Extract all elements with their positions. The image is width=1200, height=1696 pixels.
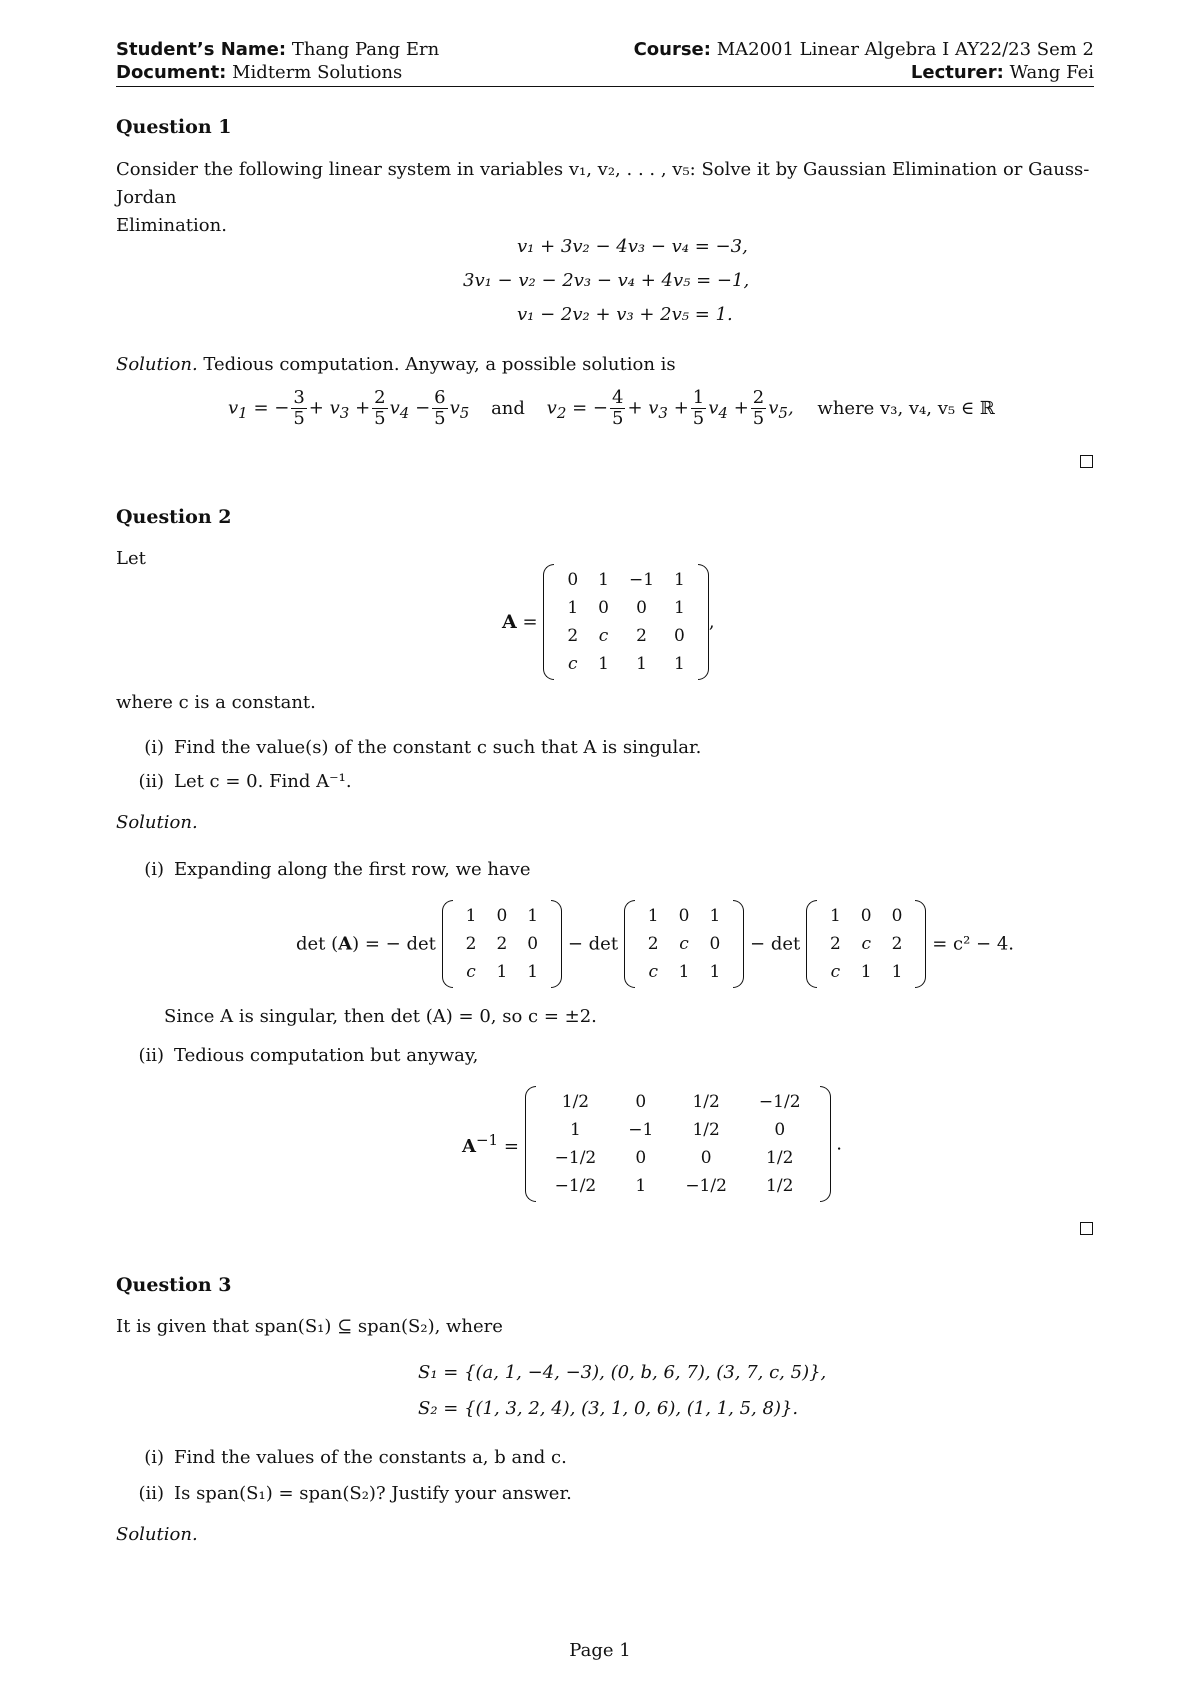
matrix-entry: 1 <box>674 598 685 618</box>
matrix-entry: 0 <box>635 1148 647 1168</box>
matrix-entry: −1/2 <box>554 1176 597 1196</box>
matrix-entry: 1 <box>527 906 539 926</box>
document-label: Document: <box>116 62 227 83</box>
minor-matrix-1 <box>442 900 562 988</box>
q1-prompt-line1: Consider the following linear system in variables v₁, v₂, . . . , v₅: Solve it by Gaussian Elimination or Gauss-Jordan <box>116 159 1090 208</box>
q1-solution-label: Solution. <box>116 354 198 375</box>
q2-where: where c is a constant. <box>116 692 316 713</box>
matrix-row <box>539 1172 817 1200</box>
matrix-row <box>557 622 695 650</box>
document-name: Midterm Solutions <box>232 62 403 83</box>
q1-where-text: where v₃, v₄, v₅ ∈ ℝ <box>817 397 995 419</box>
matrix-entry: 1 <box>709 962 721 982</box>
q3-part-i-text: Find the values of the constants a, b and c. <box>174 1447 567 1468</box>
q2-heading: Question 2 <box>116 506 232 528</box>
matrix-entry: 1 <box>891 962 903 982</box>
q2-let: Let <box>116 548 146 569</box>
matrix-entry: −1/2 <box>554 1148 597 1168</box>
matrix-entry: 1/2 <box>561 1092 590 1112</box>
matrix-row <box>557 650 695 678</box>
matrix-entry: c <box>598 626 609 646</box>
matrix-entry: 1 <box>678 962 690 982</box>
matrix-entry: 1 <box>674 654 685 674</box>
matrix-entry: 1/2 <box>766 1176 794 1196</box>
matrix-entry: c <box>567 654 578 674</box>
q2-sol-i-intro: Expanding along the first row, we have <box>174 859 531 880</box>
matrix-entry: c <box>648 962 658 982</box>
matrix-entry: 2 <box>829 934 841 954</box>
matrix-entry: 0 <box>527 934 539 954</box>
matrix-entry: 2 <box>567 626 579 646</box>
matrix-entry: −1 <box>628 1120 654 1140</box>
matrix-entry: 1 <box>674 570 685 590</box>
course-name: MA2001 Linear Algebra I AY22/23 Sem 2 <box>716 39 1094 60</box>
q3-part-ii: (ii) Is span(S₁) = span(S₂)? Justify your answer. <box>138 1483 572 1504</box>
header-rule <box>116 86 1094 87</box>
page-number: Page 1 <box>569 1640 631 1661</box>
q3-part-i: (i) Find the values of the constants a, b and c. <box>144 1447 567 1468</box>
q3-heading: Question 3 <box>116 1274 232 1296</box>
matrix-entry: 0 <box>774 1120 786 1140</box>
matrix-entry: 0 <box>891 906 903 926</box>
matrix-entry: 1 <box>635 1176 647 1196</box>
q1-heading: Question 1 <box>116 116 232 138</box>
q3-prompt: It is given that span(S₁) ⊆ span(S₂), where <box>116 1316 503 1337</box>
matrix-entry: 0 <box>567 570 579 590</box>
matrix-entry: 1 <box>860 962 872 982</box>
course-label: Course: <box>633 39 711 60</box>
matrix-row <box>456 930 548 958</box>
matrix-entry: 1 <box>829 906 841 926</box>
matrix-row <box>557 566 695 594</box>
matrix-entry: 0 <box>635 1092 647 1112</box>
matrix-row <box>820 958 912 986</box>
matrix-row <box>557 594 695 622</box>
matrix-entry: 1 <box>598 570 609 590</box>
matrix-entry: 0 <box>709 934 721 954</box>
inverse-equation: $A^{-1}$ = 1/2 0 1/2 −1/2 1 −1 1/2 0 −1/2 0 0 1/2 −1/2 1 −1/2 1/2 . <box>462 1086 842 1202</box>
matrix-entry: 0 <box>598 598 609 618</box>
q1-equation-2: 3v₁ − v₂ − 2v₃ − v₄ + 4v₅ = −1, <box>463 270 750 291</box>
matrix-entry: 1 <box>709 906 721 926</box>
matrix-entry: 1/2 <box>692 1092 720 1112</box>
matrix-entry: 2 <box>465 934 477 954</box>
matrix-entry: 1 <box>465 906 477 926</box>
q3-set-s1: S₁ = {(a, 1, −4, −3), (0, b, 6, 7), (3, 7, c, 5)}, <box>418 1362 827 1383</box>
matrix-entry: c <box>830 962 841 982</box>
q2-part-ii: (ii) Let c = 0. Find A⁻¹. <box>138 771 352 792</box>
matrix-entry: 1 <box>567 598 579 618</box>
matrix-entry: 1/2 <box>692 1120 720 1140</box>
matrix-entry: c <box>466 962 476 982</box>
q1-equation-3: v₁ − 2v₂ + v₃ + 2v₅ = 1. <box>517 304 733 325</box>
matrix-entry: 1 <box>647 906 659 926</box>
matrix-entry: c <box>861 934 871 954</box>
and-word: and <box>491 397 525 419</box>
student-label: Student’s Name: <box>116 39 287 60</box>
matrix-entry: c <box>679 934 689 954</box>
matrix-entry: 0 <box>700 1148 712 1168</box>
determinant-expansion: det (A) = − det 1 0 1 2 2 0 c 1 1 − det 1 0 1 2 c 0 c 1 1 − det 1 0 0 2 c 2 c 1 1 = c² − 4. <box>296 900 1014 988</box>
q1-prompt <box>116 156 1096 240</box>
q3-solution-label: Solution. <box>116 1524 198 1545</box>
matrix-entry: 0 <box>636 598 647 618</box>
matrix-entry: 1 <box>570 1120 581 1140</box>
matrix-entry: 2 <box>636 626 647 646</box>
qed-box-q1 <box>1080 455 1093 468</box>
matrix-entry: 2 <box>647 934 659 954</box>
q2-sol-ii: (ii) Tedious computation but anyway, <box>138 1045 479 1066</box>
q1-equation-1: v₁ + 3v₂ − 4v₃ − v₄ = −3, <box>517 236 748 257</box>
q1-solution-text: Tedious computation. Anyway, a possible solution is <box>203 354 676 375</box>
matrix-entry: 1 <box>527 962 539 982</box>
matrix-row <box>456 902 548 930</box>
matrix-entry: −1 <box>628 570 655 590</box>
matrix-entry: 1 <box>598 654 609 674</box>
q2-part-ii-text: Let c = 0. Find A⁻¹. <box>174 771 352 792</box>
q1-prompt-line2: Elimination. <box>116 215 227 236</box>
qed-box-q2 <box>1080 1222 1093 1235</box>
minor-matrix-2 <box>624 900 744 988</box>
matrix-entry: 1 <box>496 962 508 982</box>
matrix-entry: 0 <box>860 906 872 926</box>
q1-solution <box>116 354 676 375</box>
q2-sol-i: (i) Expanding along the first row, we have <box>144 859 531 880</box>
matrix-entry: 0 <box>678 906 690 926</box>
matrix-row <box>820 930 912 958</box>
q2-sol-ii-intro: Tedious computation but anyway, <box>174 1045 479 1066</box>
matrix-entry: 0 <box>496 906 508 926</box>
det-result: = c² − 4. <box>932 933 1014 955</box>
matrix-entry: 1 <box>636 654 647 674</box>
q1-solution-formula: $v_1$ = − $\frac{3}{5}$ + $v_3$ + $\frac{2}{5}$ $v_4$ − $\frac{6}{5}$ $v_5$ and $v_2$ = − $\frac{4}{5}$ + $v_3$ + $\frac{1}{5}$ $v_4$ + $\frac{2}{5}$ $v_5$, where v₃, v₄, v₅ ∈ ℝ <box>228 387 995 429</box>
q2-solution-label: Solution. <box>116 812 198 833</box>
q2-part-i: (i) Find the value(s) of the constant c such that A is singular. <box>144 737 702 758</box>
lecturer-name: Wang Fei <box>1009 62 1094 83</box>
matrix-row <box>539 1116 817 1144</box>
matrix-row <box>820 902 912 930</box>
minor-matrix-3 <box>806 900 926 988</box>
matrix-entry: −1/2 <box>685 1176 727 1196</box>
matrix-entry: 2 <box>496 934 508 954</box>
matrix-row <box>638 930 730 958</box>
q3-set-s2: S₂ = {(1, 3, 2, 4), (3, 1, 0, 6), (1, 1, 5, 8)}. <box>418 1398 799 1419</box>
inverse-matrix <box>525 1086 831 1202</box>
matrix-entry: 0 <box>674 626 685 646</box>
matrix-row <box>638 958 730 986</box>
matrix-A <box>543 564 709 680</box>
q2-sol-i-conclusion: Since A is singular, then det (A) = 0, so c = ±2. <box>164 1006 597 1027</box>
lecturer-label: Lecturer: <box>910 62 1004 83</box>
matrix-entry: −1/2 <box>758 1092 801 1112</box>
matrix-row <box>539 1088 817 1116</box>
matrix-entry: 2 <box>891 934 903 954</box>
matrix-row <box>638 902 730 930</box>
matrix-row <box>456 958 548 986</box>
matrix-entry: 1/2 <box>766 1148 794 1168</box>
q3-part-ii-text: Is span(S₁) = span(S₂)? Justify your answer. <box>174 1483 572 1504</box>
student-name: Thang Pang Ern <box>291 39 440 60</box>
matrix-A-equation: A = 0 1 −1 1 1 0 0 1 2 c 2 0 c 1 1 1 , <box>502 564 715 680</box>
q2-part-i-text: Find the value(s) of the constant c such that A is singular. <box>174 737 702 758</box>
matrix-row <box>539 1144 817 1172</box>
